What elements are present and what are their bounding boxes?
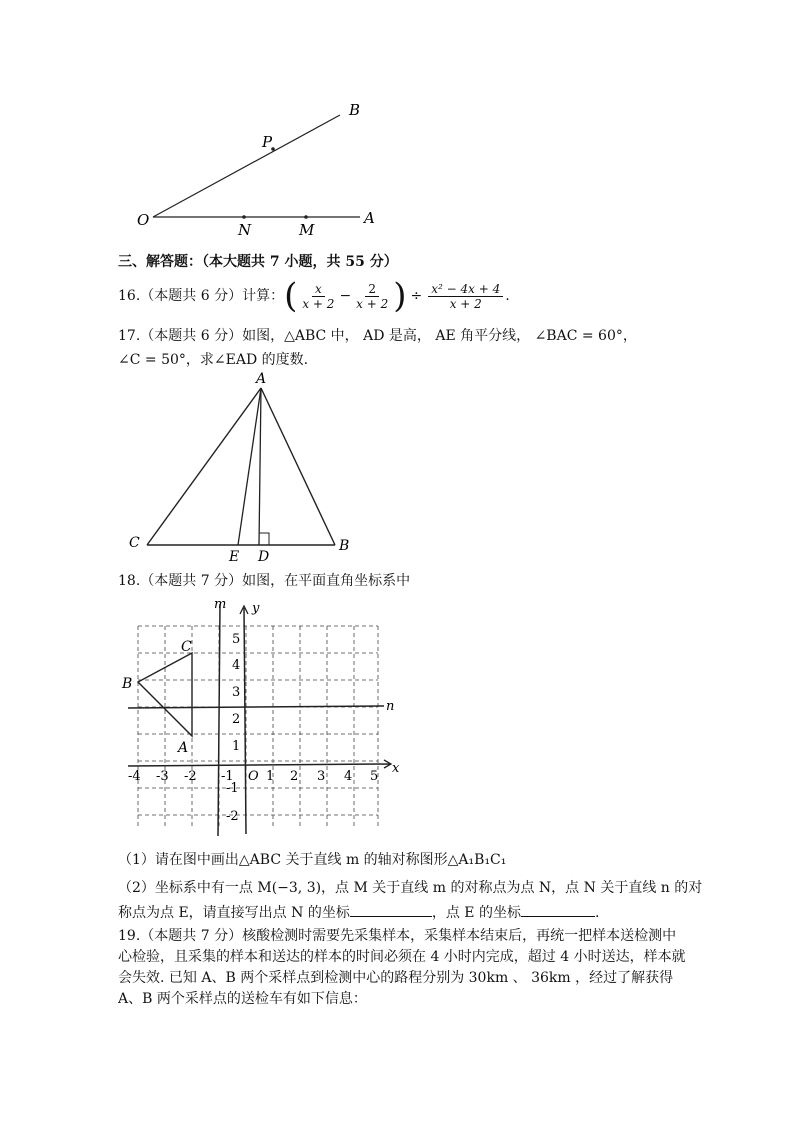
label-o: O <box>137 211 150 229</box>
x-tick: -2 <box>184 769 197 784</box>
section-title: 三、解答题：（本大题共 7 小题，共 55 分） <box>118 254 398 270</box>
label-e: E <box>229 549 240 565</box>
y-tick: 2 <box>232 712 241 727</box>
divide-sign: ÷ <box>410 288 423 304</box>
axis-label-x: x <box>392 761 400 776</box>
altitude-ad <box>259 388 261 545</box>
point-n <box>242 215 246 219</box>
side-ab <box>261 388 335 545</box>
y-tick: -1 <box>226 781 239 796</box>
x-tick: -1 <box>221 769 234 784</box>
fraction-3-numerator: x² − 4x + 4 <box>428 282 503 297</box>
question-19-line-3: 会失效. 已知 A、B 两个采样点到检测中心的路程分别为 30km 、 36km ，经过了解获得 <box>118 970 674 986</box>
fraction-2 <box>353 282 391 311</box>
x-tick: -3 <box>156 769 169 784</box>
angle-figure <box>120 95 390 245</box>
y-tick: 5 <box>232 632 241 647</box>
label-c: C <box>181 639 192 655</box>
triangle-figure <box>120 368 360 568</box>
fraction-3 <box>428 282 503 311</box>
answer-blank-n[interactable] <box>350 902 432 917</box>
axis-label-y: y <box>252 601 260 616</box>
question-17-line-1: 17.（本题共 6 分）如图，△ABC 中， AD 是高， AE 角平分线， ∠BAC = 60°， <box>118 328 637 344</box>
question-16 <box>118 276 510 316</box>
line-n <box>128 706 384 708</box>
fraction-2-numerator: 2 <box>365 282 379 297</box>
fraction-2-denominator: x + 2 <box>356 296 389 311</box>
question-18-part-2-line-1: （2）坐标系中有一点 M(−3, 3)，点 M 关于直线 m 的对称点为点 N，点 N 关于直线 n 的对 <box>118 880 703 896</box>
line-m <box>218 604 220 836</box>
fraction-1-denominator: x + 2 <box>302 296 335 311</box>
minus-sign: − <box>339 288 352 304</box>
x-tick: 4 <box>344 769 353 784</box>
bisector-ae <box>238 388 261 545</box>
fraction-1-numerator: x <box>312 282 325 297</box>
question-18-part-2-line-2 <box>118 902 599 923</box>
answer-blank-e[interactable] <box>521 902 595 917</box>
right-paren: ) <box>393 276 407 316</box>
fraction-3-denominator: x + 2 <box>449 296 482 311</box>
label-b: B <box>339 538 350 554</box>
grid-lines <box>138 626 378 826</box>
label-p: P <box>262 133 273 151</box>
question-19-line-1: 19.（本题共 7 分）核酸检测时需要先采集样本，采集样本结束后，再统一把样本送检测中 <box>118 928 677 944</box>
question-18-line-1: 18.（本题共 7 分）如图，在平面直角坐标系中 <box>118 573 411 589</box>
label-b: B <box>122 676 133 692</box>
x-tick: O <box>248 769 259 784</box>
side-ac <box>147 388 261 545</box>
question-18-part-1: （1）请在图中画出△ABC 关于直线 m 的轴对称图形△A₁B₁C₁ <box>118 852 507 868</box>
question-19 <box>118 926 686 1010</box>
ray-ob <box>153 115 340 217</box>
right-angle-mark <box>259 533 269 545</box>
label-b: B <box>349 101 361 119</box>
y-tick: 4 <box>232 658 241 673</box>
left-paren: ( <box>284 276 298 316</box>
label-d: D <box>258 549 270 565</box>
y-tick: -2 <box>226 809 239 824</box>
label-a: A <box>178 740 189 756</box>
x-tick: 5 <box>370 769 379 784</box>
question-19-line-2: 心检验，且采集的样本和送达的样本的时间必须在 4 小时内完成，超过 4 小时送达，样本就 <box>118 949 686 965</box>
x-tick: 3 <box>317 769 326 784</box>
q18-part2-text-2: ，点 E 的坐标 <box>431 905 521 921</box>
q16-prefix: 16.（本题共 6 分）计算： <box>118 288 285 304</box>
label-a: A <box>256 371 267 387</box>
triangle-abc <box>138 653 192 736</box>
axis-label-n: n <box>386 699 395 714</box>
label-n: N <box>238 221 252 239</box>
y-tick: 1 <box>232 739 241 754</box>
question-19-line-4: A、B 两个采样点的送检车有如下信息： <box>118 991 367 1007</box>
label-m: M <box>299 221 315 239</box>
axis-label-m: m <box>214 597 227 612</box>
coordinate-grid-figure <box>118 596 408 841</box>
q16-end: . <box>505 288 510 304</box>
label-a: A <box>364 209 375 227</box>
label-c: C <box>129 535 140 551</box>
y-tick: 3 <box>232 685 241 700</box>
question-17-line-2: ∠C = 50°，求∠EAD 的度数. <box>118 352 309 368</box>
q18-part2-text-1: 称点为点 E，请直接写出点 N 的坐标 <box>118 905 350 921</box>
x-tick: 1 <box>266 769 275 784</box>
fraction-1 <box>299 282 337 311</box>
q18-part2-text-3: . <box>594 905 600 921</box>
point-m <box>304 215 308 219</box>
x-tick: -4 <box>128 769 141 784</box>
x-axis <box>128 764 390 766</box>
x-tick: 2 <box>290 769 299 784</box>
